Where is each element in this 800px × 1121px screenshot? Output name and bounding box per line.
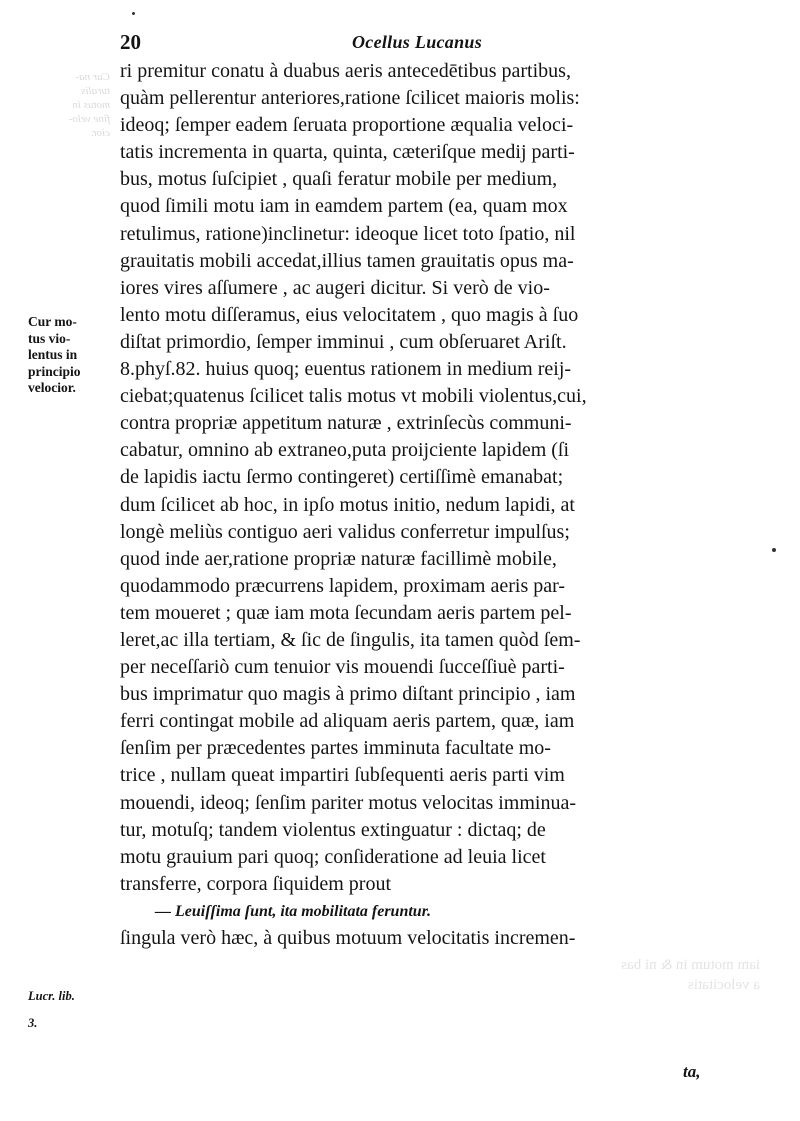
- margin-ref-line: Lucr. lib.: [28, 989, 75, 1003]
- text-line: ciebat;quatenus ſcilicet talis motus vt mobili violentus,cui,: [120, 385, 587, 408]
- text-line: per neceſſariò cum tenuior vis mouendi ſucceſſiuè parti-: [120, 656, 565, 679]
- text-line-last: ſingula verò hæc, à quibus motuum velocitatis incremen-: [120, 927, 576, 949]
- text-line: leret,ac illa tertiam, & ſic de ſingulis, ita tamen quòd ſem-: [120, 628, 581, 651]
- margin-note-line: Cur mo-: [28, 314, 77, 329]
- catchword: ta,: [683, 1062, 701, 1081]
- text-line: iores vires aſſumere , ac augeri dicitur. Si verò de vio-: [120, 276, 550, 299]
- page-number: 20: [120, 30, 141, 54]
- margin-ref-line: 3.: [28, 1016, 38, 1030]
- text-line: quodammodo præcurrens lapidem, proximam aeris par-: [120, 574, 566, 597]
- text-line: quod ſimili motu iam in eamdem partem (ea, quam mox: [120, 195, 568, 218]
- page-header: [0, 30, 800, 56]
- text-line: retulimus, ratione)inclinetur: ideoque licet toto ſpatio, nil: [120, 222, 576, 245]
- margin-reference: [28, 983, 108, 1037]
- text-line: tur, motuſq; tandem violentus extinguatur : dictaq; de: [120, 818, 546, 841]
- print-speck: [772, 548, 776, 552]
- margin-note-line: tus vio-: [28, 330, 71, 346]
- margin-note-line: velocior.: [28, 380, 76, 395]
- text-line: contra propriæ appetitum naturæ , extrinſecùs communi-: [120, 412, 572, 435]
- quotation-line: — Leuiſſima ſunt, ita mobilitata feruntur.: [155, 902, 432, 920]
- running-title: Ocellus Lucanus: [352, 32, 483, 52]
- text-line: ideoq; ſemper eadem ſeruata proportione æqualia veloci-: [120, 114, 574, 137]
- text-line: ſenſim per præcedentes partes imminuta facultate mo-: [120, 737, 551, 760]
- text-line: diſtat primordio, ſemper imminui , cum obſeruaret Ariſt.: [120, 330, 567, 353]
- text-line: cabatur, omnino ab extraneo,puta proijciente lapidem (ſi: [120, 439, 570, 462]
- text-line: ri premitur conatu à duabus aeris antecedētibus partibus,: [120, 60, 571, 82]
- margin-note: [28, 314, 112, 397]
- show-through-text: Cur na- turalis motus in fine velo- cior.: [68, 71, 110, 139]
- text-line: trice , nullam queat impartiri ſubſequenti aeris parti vim: [120, 764, 565, 787]
- text-line: quod inde aer,ratione propriæ naturæ facillimè mobile,: [120, 547, 557, 570]
- text-line: de lapidis iactu ſermo contingeret) certiſſimè emanabat;: [120, 466, 564, 489]
- text-line: 8.phyſ.82. huius quoq; euentus rationem in medium reij-: [120, 358, 572, 381]
- margin-note-line: lentus in: [28, 347, 78, 362]
- text-line: dum ſcilicet ab hoc, in ipſo motus initio, nedum lapidi, at: [120, 493, 575, 516]
- margin-note-line: principio: [28, 363, 81, 379]
- text-line: motu grauium pari quoq; conſideratione ad leuia licet: [120, 845, 546, 868]
- text-line: tatis incrementa in quarta, quinta, cæteriſque medij parti-: [120, 141, 575, 164]
- text-line: grauitatis mobili accedat,illius tamen grauitatis opus ma-: [120, 249, 574, 272]
- text-line: mouendi, ideoq; ſenſim pariter motus velocitas imminua-: [120, 791, 577, 814]
- text-line: ferri contingat mobile ad aliquam aeris partem, quæ, iam: [120, 710, 575, 733]
- text-line: bus imprimatur quo magis à primo diſtant principio , iam: [120, 683, 576, 706]
- body-text: [120, 58, 765, 952]
- show-through-text-bottom: iam motum in & ni bas a velocitatis: [621, 957, 760, 993]
- text-line: transferre, corpora ſiquidem prout: [120, 872, 392, 895]
- text-line: tem moueret ; quæ iam mota ſecundam aeris partem pel-: [120, 601, 572, 624]
- text-line: lento motu diſſeramus, eius velocitatem , quo magis à ſuo: [120, 303, 579, 326]
- text-line: longè meliùs contiguo aeri validus conferretur impulſus;: [120, 520, 570, 543]
- print-speck: [132, 12, 135, 15]
- text-line: quàm pellerentur anteriores,ratione ſcilicet maioris molis:: [120, 87, 580, 110]
- text-line: bus, motus ſuſcipiet , quaſi feratur mobile per medium,: [120, 168, 558, 191]
